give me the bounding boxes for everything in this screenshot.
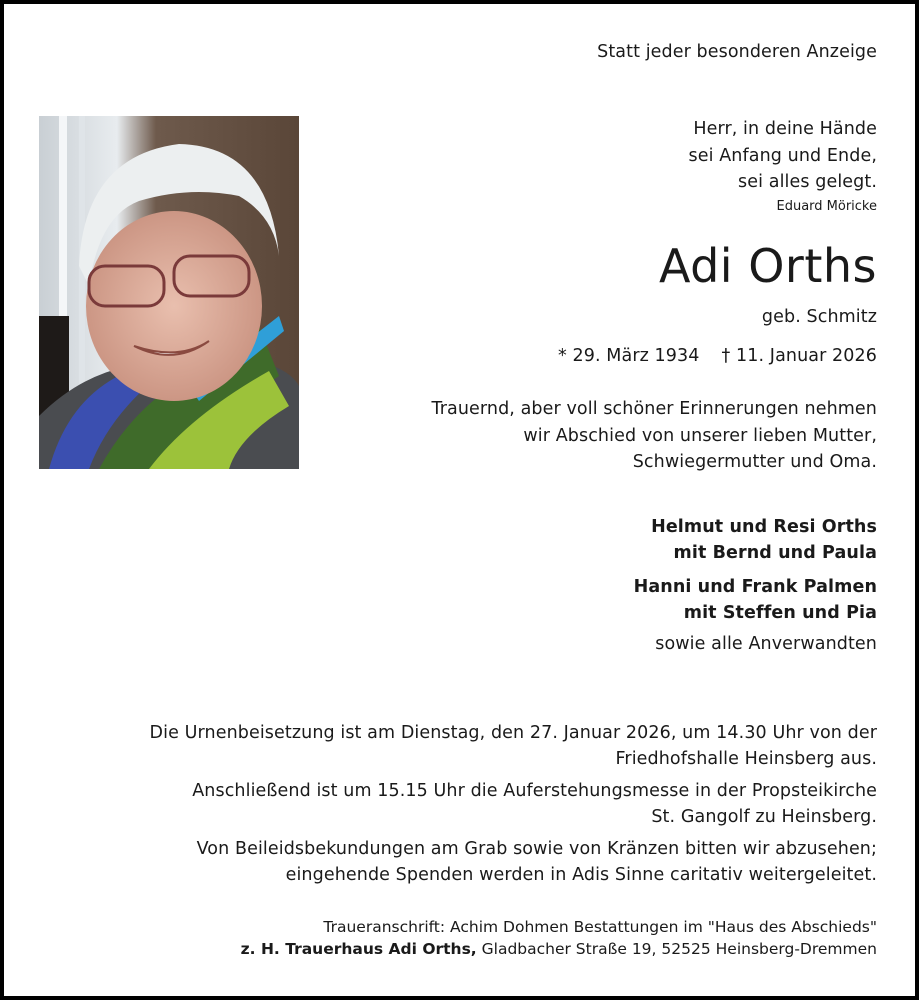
birth-date: * 29. März 1934 bbox=[557, 346, 700, 366]
mourning-address bbox=[241, 916, 877, 960]
message-line-1: Trauernd, aber voll schöner Erinnerungen nehmen bbox=[431, 399, 877, 419]
address-street: Gladbacher Straße 19, 52525 Heinsberg-Dremmen bbox=[476, 940, 877, 958]
mourner-family-1 bbox=[651, 514, 877, 566]
message-line-3: Schwiegermutter und Oma. bbox=[632, 452, 877, 472]
quote-block bbox=[689, 116, 877, 196]
service-line-3: Anschließend ist um 15.15 Uhr die Auferstehungsmesse in der Propsteikirche bbox=[192, 781, 877, 801]
service-line-5: Von Beileidsbekundungen am Grab sowie von Kränzen bitten wir abzusehen; bbox=[196, 839, 877, 859]
life-dates bbox=[558, 346, 877, 366]
quote-line-2: sei Anfang und Ende, bbox=[688, 145, 877, 166]
address-line-1: Traueranschrift: Achim Dohmen Bestattungen im "Haus des Abschieds" bbox=[323, 918, 877, 936]
deceased-name: Adi Orths bbox=[658, 239, 877, 293]
service-details bbox=[150, 720, 877, 888]
service-line-1: Die Urnenbeisetzung ist am Dienstag, den 27. Januar 2026, um 14.30 Uhr von der bbox=[149, 723, 877, 743]
header-note: Statt jeder besonderen Anzeige bbox=[597, 42, 877, 62]
birth-name: geb. Schmitz bbox=[761, 307, 877, 327]
portrait-image bbox=[39, 116, 299, 469]
family-1-line-1: Helmut und Resi Orths bbox=[651, 517, 877, 537]
family-2-line-1: Hanni und Frank Palmen bbox=[633, 577, 877, 597]
family-1-line-2: mit Bernd und Paula bbox=[673, 543, 877, 563]
death-date: † 11. Januar 2026 bbox=[721, 346, 877, 366]
mourning-message bbox=[432, 396, 878, 476]
address-line-2 bbox=[241, 938, 877, 960]
service-line-6: eingehende Spenden werden in Adis Sinne caritativ weitergeleitet. bbox=[285, 865, 877, 885]
quote-author: Eduard Möricke bbox=[776, 199, 877, 214]
address-recipient: z. H. Trauerhaus Adi Orths, bbox=[240, 940, 477, 958]
service-line-4: St. Gangolf zu Heinsberg. bbox=[651, 807, 877, 827]
service-line-2: Friedhofshalle Heinsberg aus. bbox=[615, 749, 877, 769]
message-line-2: wir Abschied von unserer lieben Mutter, bbox=[523, 425, 877, 446]
other-relatives: sowie alle Anverwandten bbox=[655, 634, 877, 654]
family-2-line-2: mit Steffen und Pia bbox=[683, 603, 877, 623]
obituary-page bbox=[4, 4, 915, 996]
mourner-family-2 bbox=[634, 574, 877, 626]
quote-line-3: sei alles gelegt. bbox=[738, 172, 877, 192]
quote-line-1: Herr, in deine Hände bbox=[693, 119, 877, 139]
portrait-photo bbox=[39, 116, 299, 469]
